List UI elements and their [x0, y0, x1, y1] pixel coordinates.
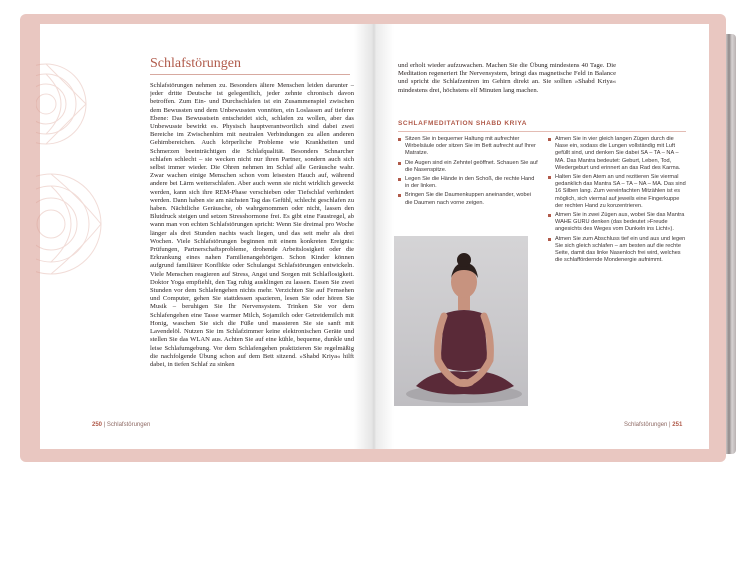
- instruction-item: Halten Sie den Atem an und rezitieren Sie viermal gedanklich das Mantra SA – TA – NA – MA. Das sind 16 Silben lang. Zum vereinfachten Mitzählen ist es möglich, sich viermal auf jeweils eine Fingerkuppe der rechten Hand zu konzentrieren.: [548, 174, 688, 210]
- instructions-column-2: [548, 136, 688, 266]
- instruction-item: Atmen Sie in zwei Zügen aus, wobei Sie das Mantra WAHE GURU denken (das bedeutet »Freude angesichts des Weges vom Dunkeln ins Licht«).: [548, 212, 688, 234]
- right-page-inner: [374, 24, 709, 449]
- left-footer-label: Schlafstörungen: [106, 422, 151, 428]
- instruction-item: Legen Sie die Hände in den Schoß, die rechte Hand in der linken.: [398, 176, 538, 190]
- left-page-number: 250: [92, 422, 103, 428]
- open-book: [20, 14, 732, 466]
- left-page: [20, 14, 374, 462]
- instructions-column-1: [398, 136, 538, 209]
- instruction-item: Bringen Sie die Daumenkuppen aneinander, wobei die Daumen nach vorne zeigen.: [398, 192, 538, 206]
- mandala-ornament-icon: [36, 54, 126, 304]
- title-rule: [150, 74, 350, 75]
- meditation-photo: [394, 236, 528, 406]
- right-footer: Schlafstörungen | 251: [624, 422, 683, 428]
- page-edges: [726, 34, 736, 454]
- instruction-item: Sitzen Sie in bequemer Haltung mit aufrechter Wirbelsäule oder sitzen Sie im Bett aufrecht auf Ihrer Matratze.: [398, 136, 538, 158]
- instruction-item: Die Augen sind ein Zehntel geöffnet. Schauen Sie auf die Nasenspitze.: [398, 160, 538, 174]
- left-body-text: Schlafstörungen nehmen zu. Besonders ältere Menschen leiden darunter – jeder dritte Deutsche ist gelegentlich, jeder zehnte chronisch davon betroffen. Zum Ein- und Durchschlafen ist ein Zusammenspiel zwischen dem Bewussten und dem Unbewussten vonnöten, ein Loslassen auf tieferer Ebene: Das Bewusstsein entscheidet sich, schlafen zu wollen, aber das Unbewusste bewirkt es. Physisch hauptverantwortlich sind dabei zwei Bereiche im Zwischenhirn mit neutralen Verbindungen zu allen anderen Gehirnbereichen. Auch körperliche Probleme wie Krankheiten und Schmerzen beeinträchtigen die Schlafqualität. Besonders Schnarcher schlafen schlecht – sie wecken nicht nur ihren Partner, sondern auch sich selbst immer wieder. Die Ohren nehmen im Schlaf alle Geräusche wahr. Zwar wachen einige Menschen schon vom leisesten Hauch auf, während andere bei Lärm weiterschlafen. Aber auch wenn sie nicht wirklich geweckt werden, kann sich ihre REM-Phase verschieben oder Tiefschlaf verhindert werden. Dann haben sie am nächsten Tag das Gefühl, schlecht geschlafen zu haben. Nächtliche Geräusche, ob wahrgenommen oder nicht, lassen den Blutdruck steigen und setzen Stresshormone frei. Es gibt eine Faustregel, ab wann man von echten Schlafstörungen spricht: Wenn Sie dreimal pro Woche länger als drei Stunden nachts wach liegen, und das seit mehr als drei Wochen. Viele Schlafstörungen beginnen mit einem konkreten Ereignis: Prüfungen, Partnerschaftsprobleme, drohende Arbeitslosigkeit oder die Erkrankung eines nahen Familienangehörigen. Schon Kinder können aufgrund familiärer Konflikte oder Schulangst Schlafstörungen entwickeln. Viele Menschen reagieren auf Stress, Angst und Sorgen mit Schlaflosigkeit. Doktor Yoga empfiehlt, den Tag ruhig ausklingen zu lassen. Essen Sie zwei Stunden vor dem Schlafengehen nichts mehr. Verzichten Sie auf Fernsehen und Computer, gehen Sie stattdessen spazieren, lesen Sie oder hören Sie Musik – beruhigen Sie Ihr Nervensystem. Trinken Sie vor dem Schlafengehen eine Tasse warmer Milch, Sojamilch oder Getreidemilch mit Honig, waschen Sie sich die Füße und massieren Sie sie sanft mit Lavendelöl. Nutzen Sie im Schlafzimmer keine elektronischen Geräte und stellen Sie das WLAN aus. Achten Sie auf eine kühle, bequeme, dunkle und leise Schlafumgebung. Vor dem Schlafengehen praktizieren Sie regelmäßig die nachfolgende Übung schon auf dem Bett sitzend. »Shabd Kriya« hilft dabei, in tiefen Schlaf zu sinken: [150, 82, 354, 368]
- right-page-number: 251: [672, 422, 683, 428]
- meditation-woman-icon: [394, 236, 528, 406]
- instruction-item: Atmen Sie in vier gleich langen Zügen durch die Nase ein, sodass die Lungen vollständig mit Luft gefüllt sind, und denken Sie dabei SA – TA – NA – MA. Das Mantra bedeutet: Geburt, Leben, Tod, Wiedergeburt und erinnert an das Rad des Karma.: [548, 136, 688, 172]
- meditation-title: SCHLAFMEDITATION SHABD KRIYA: [398, 120, 527, 127]
- book-gutter: [354, 24, 394, 449]
- meditation-rule: [398, 131, 686, 132]
- right-footer-label: Schlafstörungen: [624, 422, 668, 428]
- instruction-item: Atmen Sie zum Abschluss tief ein und aus und legen Sie sich gleich schlafen – am besten auf die rechte Seite, damit das linke Nasenloch frei wird, welches die schlaffördernde Mondenergie aufnimmt.: [548, 236, 688, 265]
- right-page: [374, 14, 726, 462]
- page-title: Schlafstörungen: [150, 56, 241, 71]
- left-page-inner: [40, 24, 374, 449]
- right-body-text: und erholt wieder aufzuwachen. Machen Sie die Übung mindestens 40 Tage. Die Meditation regeneriert Ihr Nervensystem, bringt das magnetische Feld in Balance und spricht die Schlafzentren im Gehirn direkt an. Sie sollten »Shabd Kriya« mindestens drei, höchstens elf Minuten lang machen.: [398, 62, 616, 94]
- left-footer: 250 | Schlafstörungen: [92, 422, 151, 428]
